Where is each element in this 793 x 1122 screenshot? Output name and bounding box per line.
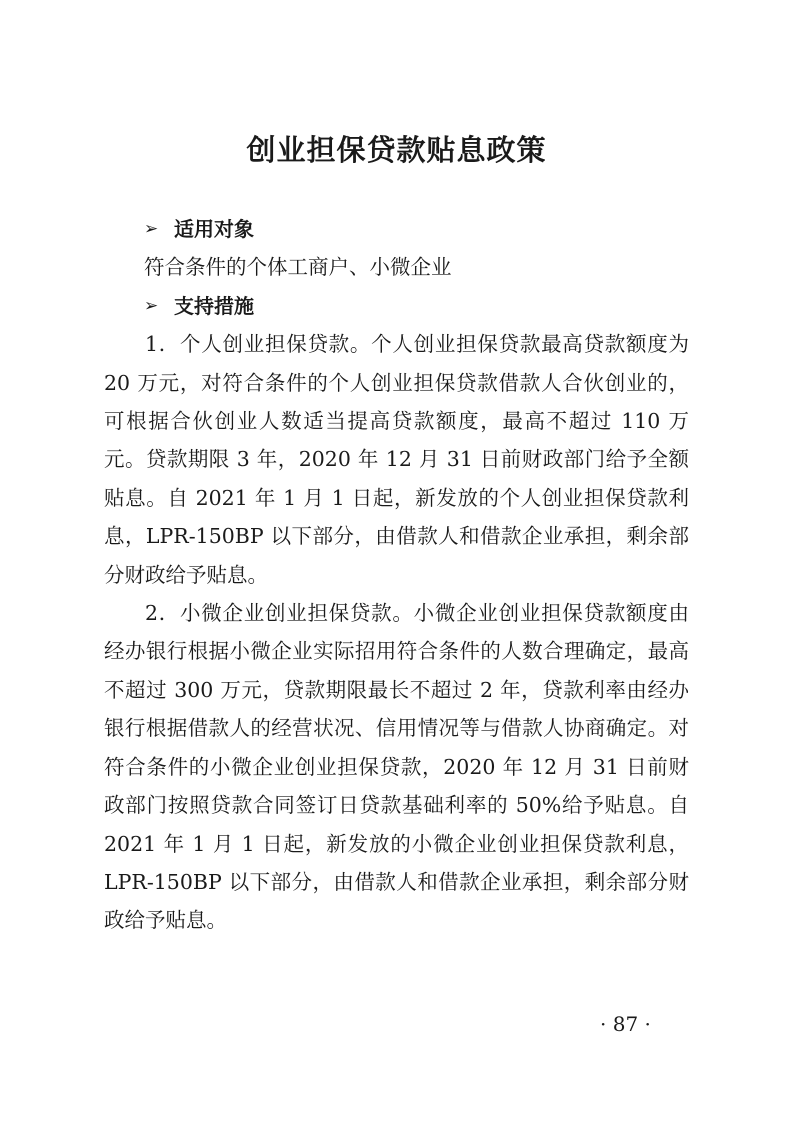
page-title: 创业担保贷款贴息政策 [246, 133, 547, 167]
paragraph-small-business-loan: 2．小微企业创业担保贷款。小微企业创业担保贷款额度由经办银行根据小微企业实际招用符合条件的人数合理确定，最高不超过 300 万元，贷款期限最长不超过 2 年，贷款利率由经办银行根据借款人的经营状况、信用情况等与借款人协商确定。对符合条件的小微企业创业担保贷款，2020 年 12 月 31 日前财政部门按照贷款合同签订日贷款基础利率的 50%给予贴息。自 2021 年 1 月 1 日起，新发放的小微企业创业担保贷款利息，LPR-150BP 以下部分，由借款人和借款企业承担，剩余部分财政给予贴息。 [104, 601, 689, 933]
applicable-text: 符合条件的个体工商户、小微企业 [144, 255, 452, 280]
paragraph-personal-loan: 1．个人创业担保贷款。个人创业担保贷款最高贷款额度为 20 万元，对符合条件的个人创业担保贷款借款人合伙创业的，可根据合伙创业人数适当提高贷款额度，最高不超过 110 万元。贷款期限 3 年，2020 年 12 月 31 日前财政部门给予全额贴息。自 2021 年 1 月 1 日起，新发放的个人创业担保贷款利息，LPR-150BP 以下部分，由借款人和借款企业承担，剩余部分财政给予贴息。 [104, 332, 689, 587]
section-heading-measures [104, 287, 689, 325]
page-number: · 87 · [600, 1012, 651, 1036]
section-heading-label: 支持措施 [174, 293, 254, 318]
section-heading-label: 适用对象 [174, 217, 254, 241]
arrow-bullet-icon: ➢ [144, 219, 159, 239]
document-body [104, 210, 689, 940]
arrow-bullet-icon: ➢ [144, 295, 159, 316]
section-heading-applicable [104, 210, 689, 248]
